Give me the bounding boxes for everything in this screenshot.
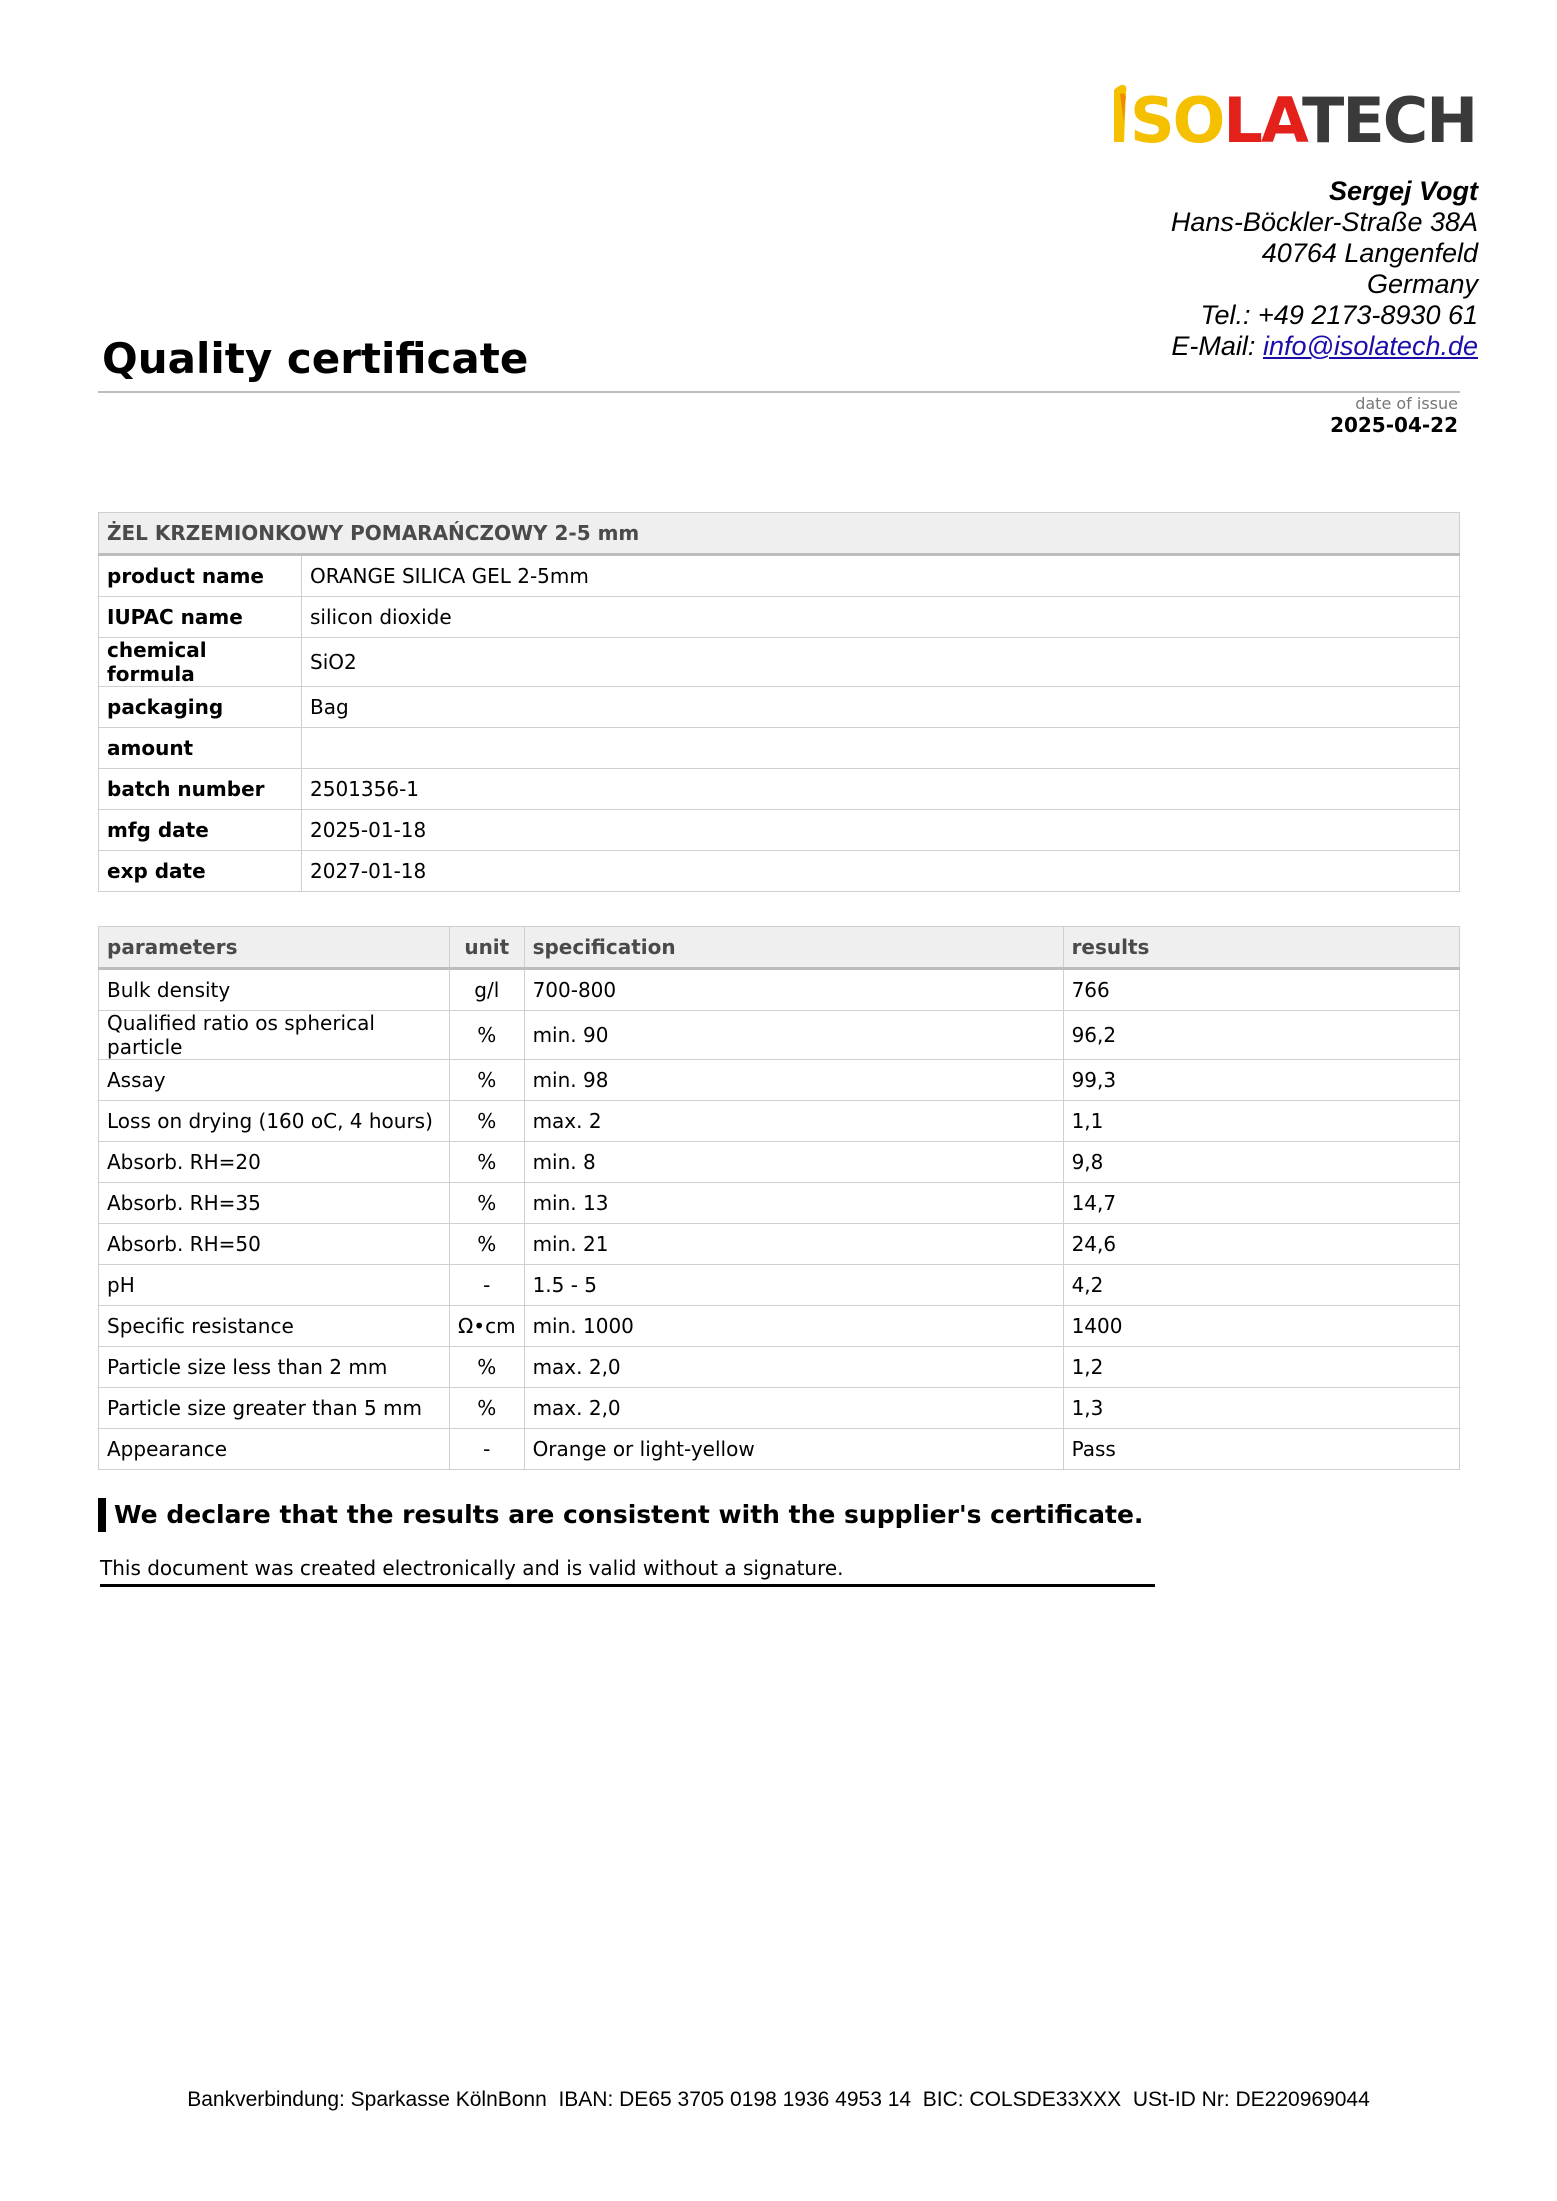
product-field-value: silicon dioxide [302,597,1460,638]
unit-cell: % [450,1347,525,1388]
contact-name: Sergej Vogt [1328,176,1478,206]
parameter-row [99,969,1460,1011]
parameters-table [98,926,1460,1470]
specification-cell: Orange or light-yellow [524,1429,1063,1470]
contact-country: Germany [1366,269,1478,299]
result-cell: 99,3 [1063,1060,1459,1101]
unit-cell: % [450,1388,525,1429]
unit-cell: - [450,1429,525,1470]
product-row [99,810,1460,851]
parameter-row [99,1142,1460,1183]
issue-date-value: 2025-04-22 [1330,413,1458,437]
bank-details-footer: Bankverbindung: Sparkasse KölnBonn IBAN: DE65 3705 0198 1936 4953 14 BIC: COLSDE33XXX USt-ID Nr: DE220969044 [187,2088,1370,2111]
declaration-heading: We declare that the results are consistent with the supplier's certificate. [98,1498,1143,1532]
column-header-unit: unit [450,927,525,969]
parameter-name-cell: Assay [99,1060,450,1101]
unit-cell: % [450,1142,525,1183]
product-row [99,728,1460,769]
product-row [99,769,1460,810]
product-field-label: mfg date [99,810,302,851]
parameter-name-cell: Loss on drying (160 oC, 4 hours) [99,1101,450,1142]
specification-cell: max. 2 [524,1101,1063,1142]
product-field-label: chemical formula [99,638,302,687]
product-table [98,512,1460,892]
result-cell: 96,2 [1063,1011,1459,1060]
email-link[interactable]: info@isolatech.de [1262,331,1478,361]
specification-cell: max. 2,0 [524,1347,1063,1388]
page-title: Quality certificate [102,334,529,383]
contact-email-line [1171,331,1478,362]
unit-cell: % [450,1183,525,1224]
product-table-header: ŻEL KRZEMIONKOWY POMARAŃCZOWY 2-5 mm [99,513,1460,555]
specification-cell: min. 98 [524,1060,1063,1101]
parameter-row [99,1306,1460,1347]
column-header-results: results [1063,927,1459,969]
unit-cell: Ω•cm [450,1306,525,1347]
column-header-parameters: parameters [99,927,450,969]
contact-block [1171,176,1478,362]
parameter-row [99,1429,1460,1470]
specification-cell: min. 21 [524,1224,1063,1265]
product-row [99,851,1460,892]
product-field-label: batch number [99,769,302,810]
product-field-value: Bag [302,687,1460,728]
company-logo [1108,82,1478,152]
result-cell: Pass [1063,1429,1459,1470]
parameter-name-cell: Absorb. RH=50 [99,1224,450,1265]
result-cell: 4,2 [1063,1265,1459,1306]
issue-date-block [1330,395,1458,437]
result-cell: 766 [1063,969,1459,1011]
product-field-value: 2025-01-18 [302,810,1460,851]
product-field-label: packaging [99,687,302,728]
parameter-name-cell: Qualified ratio os spherical particle [99,1011,450,1060]
contact-street: Hans-Böckler-Straße 38A [1170,207,1478,237]
specification-cell: max. 2,0 [524,1388,1063,1429]
parameter-name-cell: Absorb. RH=35 [99,1183,450,1224]
unit-cell: % [450,1101,525,1142]
result-cell: 1400 [1063,1306,1459,1347]
parameter-name-cell: Appearance [99,1429,450,1470]
specification-cell: min. 13 [524,1183,1063,1224]
result-cell: 1,2 [1063,1347,1459,1388]
unit-cell: - [450,1265,525,1306]
unit-cell: % [450,1060,525,1101]
product-field-value: 2027-01-18 [302,851,1460,892]
specification-cell: 700-800 [524,969,1063,1011]
product-field-value [302,728,1460,769]
contact-phone: Tel.: +49 2173-8930 61 [1200,300,1478,330]
specification-cell: min. 90 [524,1011,1063,1060]
unit-cell: g/l [450,969,525,1011]
issue-date-label: date of issue [1355,394,1458,413]
title-divider [98,391,1460,393]
electronic-signature-note: This document was created electronically and is valid without a signature. [100,1554,1155,1587]
parameter-row [99,1347,1460,1388]
parameter-name-cell: Particle size less than 2 mm [99,1347,450,1388]
product-field-label: product name [99,555,302,597]
isolatech-logo-graphic [1108,82,1478,152]
result-cell: 1,1 [1063,1101,1459,1142]
column-header-specification: specification [524,927,1063,969]
product-row [99,597,1460,638]
svg-text:SOLATECH: SOLATECH [1130,84,1477,152]
parameter-name-cell: pH [99,1265,450,1306]
result-cell: 14,7 [1063,1183,1459,1224]
result-cell: 9,8 [1063,1142,1459,1183]
result-cell: 1,3 [1063,1388,1459,1429]
product-field-value: 2501356-1 [302,769,1460,810]
product-table-body [99,555,1460,892]
product-row [99,555,1460,597]
parameter-row [99,1224,1460,1265]
parameter-name-cell: Particle size greater than 5 mm [99,1388,450,1429]
parameter-name-cell: Absorb. RH=20 [99,1142,450,1183]
specification-cell: 1.5 - 5 [524,1265,1063,1306]
product-row [99,687,1460,728]
product-row [99,638,1460,687]
parameter-row [99,1265,1460,1306]
email-label: E-Mail: [1171,331,1256,361]
unit-cell: % [450,1011,525,1060]
specification-cell: min. 1000 [524,1306,1063,1347]
product-field-value: SiO2 [302,638,1460,687]
parameters-table-body [99,969,1460,1470]
contact-city: 40764 Langenfeld [1261,238,1478,268]
product-field-label: IUPAC name [99,597,302,638]
result-cell: 24,6 [1063,1224,1459,1265]
product-field-value: ORANGE SILICA GEL 2-5mm [302,555,1460,597]
specification-cell: min. 8 [524,1142,1063,1183]
product-field-label: exp date [99,851,302,892]
parameter-name-cell: Bulk density [99,969,450,1011]
product-field-label: amount [99,728,302,769]
parameter-row [99,1011,1460,1060]
parameter-row [99,1101,1460,1142]
parameter-row [99,1183,1460,1224]
parameter-row [99,1388,1460,1429]
unit-cell: % [450,1224,525,1265]
parameter-row [99,1060,1460,1101]
parameter-name-cell: Specific resistance [99,1306,450,1347]
